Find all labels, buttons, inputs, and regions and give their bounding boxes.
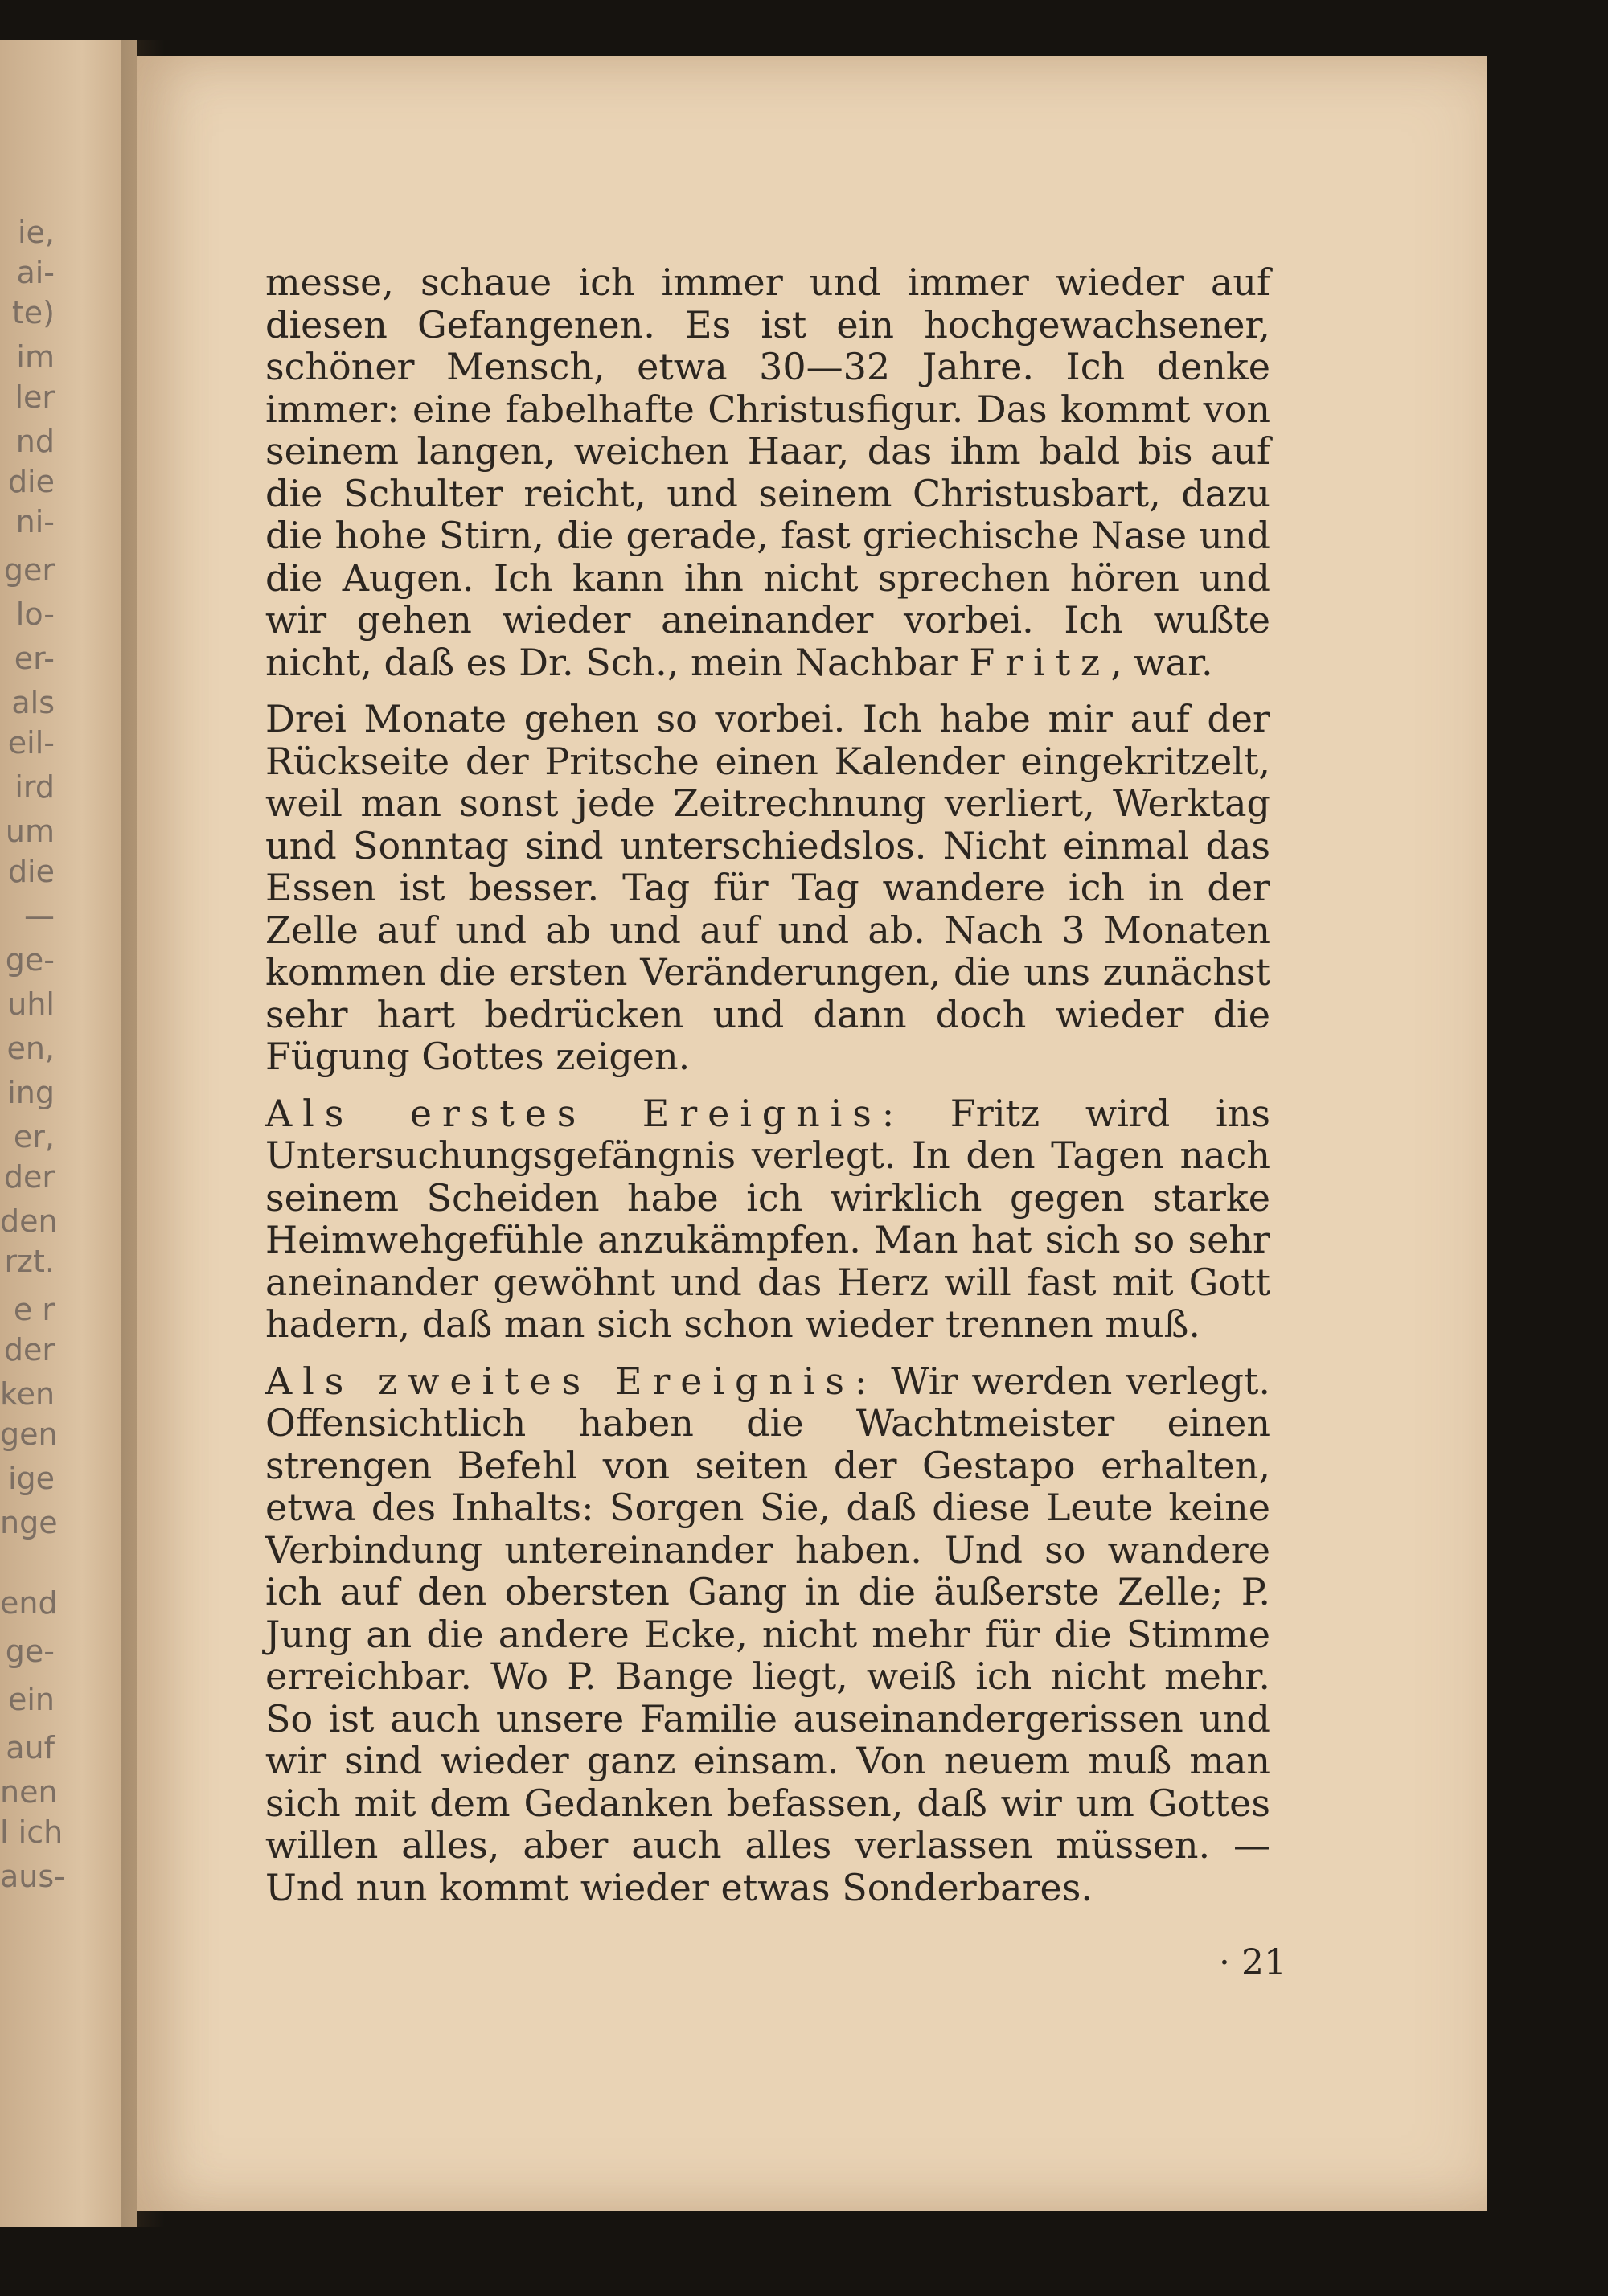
previous-page-fragment: ler [14,379,55,415]
previous-page-fragment: e r [13,1292,55,1327]
paragraph-4-text: Wir werden verlegt. Offensichtlich haben die Wachtmeister einen strengen Befehl von seiten der Gestapo erhalten, etwa des Inhalts: Sorgen Sie, daß diese Leute keine Verbindung untereinander haben. Und so wandere ich auf den obersten Gang in die äußerste Zelle; P. Jung an die andere Ecke, nicht mehr für die Stimme erreichbar. Wo P. Bange liegt, weiß ich nicht mehr. So ist auch unsere Familie auseinandergerissen und wir sind wieder ganz einsam. Von neuem muß man sich mit dem Gedanken befassen, daß wir um Gottes willen alles, aber auch alles verlassen müssen. — Und nun kommt wieder etwas Sonderbares. [265,1359,1270,1909]
page-number: · 21 [1219,1942,1286,1983]
page-body-text [265,261,1270,1923]
paragraph-2 [265,698,1270,1078]
previous-page-fragment: die [7,854,55,889]
previous-page-fragment: ird [14,769,55,805]
paragraph-1-text: messe, schaue ich immer und immer wieder auf diesen Gefangenen. Es ist ein hochgewachsener, schöner Mensch, etwa 30—32 Jahre. Ich denke immer: eine fabelhafte Christusfigur. Das kommt von seinem langen, weichen Haar, das ihm bald bis auf die Schulter reicht, und seinem Christusbart, dazu die hohe Stirn, die gerade, fast griechische Nase und die Augen. Ich kann ihn nicht sprechen hören und wir gehen wieder aneinander vorbei. Ich wußte nicht, daß es Dr. Sch., mein Nachbar [265,260,1270,684]
paragraph-3 [265,1093,1270,1346]
previous-page-edge [0,40,137,2227]
previous-page-fragment: aus- [0,1859,65,1894]
previous-page-fragment: die [7,464,55,499]
previous-page-fragment: ge- [5,942,55,978]
book-page [137,56,1487,2211]
second-event-heading: Als zweites Ereignis: [265,1359,878,1403]
previous-page-fragment: der [3,1159,55,1195]
previous-page-fragment: ger [3,552,55,588]
previous-page-fragment: nd [15,424,55,459]
previous-page-fragment: end [0,1585,58,1621]
previous-page-fragment: den [0,1203,58,1239]
first-event-heading: Als erstes Ereignis: [265,1091,905,1135]
previous-page-fragment: ein [7,1682,55,1717]
paragraph-2-text: Drei Monate gehen so vorbei. Ich habe mir auf der Rückseite der Pritsche einen Kalender eingekritzelt, weil man sonst jede Zeitrechnung verliert, Werktag und Sonntag sind unterschiedslos. Nicht einmal das Essen ist besser. Tag für Tag wandere ich in der Zelle auf und ab und auf und ab. Nach 3 Monaten kommen die ersten Veränderungen, die uns zunächst sehr hart bedrücken und dann doch wieder die Fügung Gottes zeigen. [265,697,1270,1078]
paragraph-1-end: , war. [1110,640,1213,684]
previous-page-fragment: ie, [17,215,55,250]
previous-page-fragment: en, [6,1031,55,1066]
previous-page-fragment: ige [7,1461,55,1496]
previous-page-fragment: nge [0,1505,58,1540]
previous-page-fragment: gen [0,1417,58,1452]
previous-page-fragment: rzt. [4,1244,55,1279]
previous-page-fragment: l ich [0,1814,64,1850]
previous-page-fragment: ing [7,1075,55,1110]
paragraph-1 [265,261,1270,683]
previous-page-fragment: er, [13,1119,55,1154]
previous-page-fragment: ai- [16,255,55,290]
previous-page-fragment: te) [11,295,55,330]
previous-page-fragment: um [5,814,55,849]
previous-page-fragment: lo- [15,597,55,632]
previous-page-fragment: — [24,898,55,933]
previous-page-fragment: ken [0,1376,55,1412]
previous-page-fragment: der [3,1332,55,1367]
previous-page-fragment: ni- [15,504,55,539]
previous-page-fragment: nen [0,1774,58,1810]
previous-page-fragment: uhl [7,986,55,1022]
previous-page-fragment: er- [14,641,55,676]
previous-page-fragment: im [16,339,55,375]
previous-page-fragment: eil- [7,725,55,761]
previous-page-fragment: als [11,685,55,720]
previous-page-fragment: ge- [5,1634,55,1669]
name-fritz-spaced: Fritz [969,640,1111,684]
previous-page-fragment: auf [6,1730,55,1765]
paragraph-3-text: Fritz wird ins Untersuchungsgefängnis verlegt. In den Tagen nach seinem Scheiden habe ich wirklich gegen starke Heimwehgefühle anzukämpfen. Man hat sich so sehr aneinander gewöhnt und das Herz will fast mit Gott hadern, daß man sich schon wieder trennen muß. [265,1091,1270,1346]
paragraph-4 [265,1360,1270,1909]
